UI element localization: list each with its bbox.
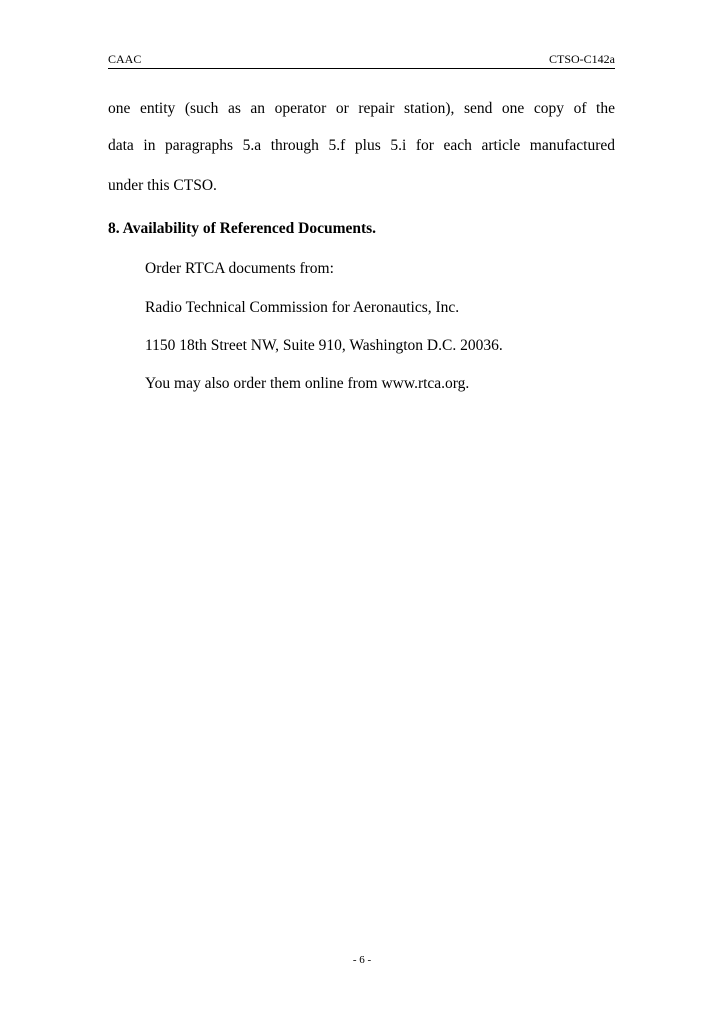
- page-number: - 6 -: [352, 954, 372, 966]
- paragraph-line-1: one entity (such as an operator or repair station), send one copy of the: [108, 100, 615, 117]
- section-line-order: Order RTCA documents from:: [145, 260, 334, 277]
- page-header: [108, 52, 615, 69]
- section-line-online: You may also order them online from www.rtca.org.: [145, 375, 470, 392]
- header-organization: CAAC: [108, 52, 142, 66]
- paragraph-line-2: data in paragraphs 5.a through 5.f plus 5.i for each article manufactured: [108, 137, 615, 154]
- section-line-organization: Radio Technical Commission for Aeronautics, Inc.: [145, 299, 460, 316]
- section-line-address: 1150 18th Street NW, Suite 910, Washington D.C. 20036.: [145, 337, 503, 354]
- paragraph-line-3: under this CTSO.: [108, 177, 217, 194]
- section-heading: 8. Availability of Referenced Documents.: [108, 220, 377, 237]
- header-document-id: CTSO-C142a: [549, 52, 615, 66]
